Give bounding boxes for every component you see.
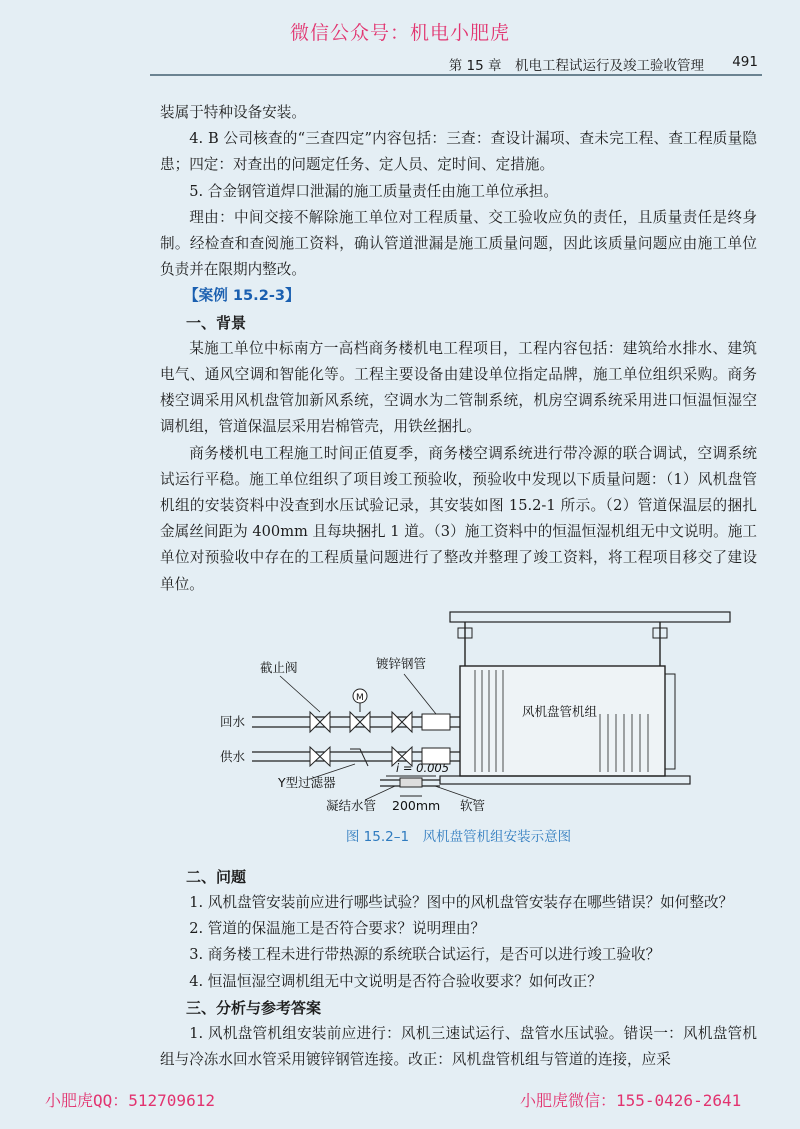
answer-item: 1. 风机盘管机组安装前应进行：风机三速试运行、盘管水压试验。错误一：风机盘管机组与冷冻水回水管采用镀锌钢管连接。改正：风机盘管机组与管道的连接，应采	[160, 1025, 757, 1069]
paragraph: 装属于特种设备安装。	[160, 104, 306, 121]
label-galvanized-pipe: 镀锌钢管	[376, 655, 427, 671]
label-supply-water: 供水	[220, 748, 246, 764]
label-length: 200mm	[392, 797, 441, 813]
fan-coil-diagram	[160, 604, 757, 824]
question-item: 3. 商务楼工程未进行带热源的系统联合试运行，是否可以进行竣工验收？	[189, 946, 661, 964]
watermark-wechat: 小肥虎微信：155-0426-2641	[520, 1091, 742, 1110]
watermark-top: 微信公众号：机电小肥虎	[289, 22, 510, 44]
question-item: 1. 风机盘管安装前应进行哪些试验？图中的风机盘管安装存在哪些错误？如何整改？	[189, 894, 734, 912]
paragraph: 某施工单位中标南方一高档商务楼机电工程项目，工程内容包括：建筑给水排水、建筑电气、通风空调和智能化等。工程主要设备由建设单位指定品牌，施工单位组织采购。商务楼空调采用风机盘管加新风系统，空调水为二管制系统，机房空调系统采用进口恒温恒湿空调机组，管道保温层采用岩棉管壳，用铁丝捆扎。	[160, 339, 757, 436]
gauge-icon: M	[356, 692, 364, 703]
page-number: 491	[732, 54, 758, 70]
question-item: 4. 恒温恒湿空调机组无中文说明是否符合验收要求？如何改正？	[189, 972, 602, 990]
label-condensate-pipe: 凝结水管	[326, 797, 377, 813]
paragraph: 理由：中间交接不解除施工单位对工程质量、交工验收应负的责任，且质量责任是终身制。经检查和查阅施工资料，确认管道泄漏是施工质量问题，因此该质量问题应由施工单位负责并在限期内整改。	[160, 208, 757, 279]
label-stop-valve: 截止阀	[260, 659, 298, 675]
case-title: 【案例 15.2-3】	[184, 287, 300, 305]
label-return-water: 回水	[220, 713, 246, 729]
watermark-qq: 小肥虎QQ：512709612	[45, 1091, 215, 1110]
paragraph: 4. B 公司核查的“三查四定”内容包括：三查：查设计漏项、查未完工程、查工程质量隐患；四定：对查出的问题定任务、定人员、定时间、定措施。	[160, 130, 757, 174]
chapter-title: 第 15 章 机电工程试运行及竣工验收管理	[448, 58, 704, 74]
section-heading-background: 一、背景	[186, 313, 247, 332]
paragraph: 商务楼机电工程施工时间正值夏季，商务楼空调系统进行带冷源的联合调试，空调系统试运行平稳。施工单位组织了项目竣工预验收，预验收中发现以下质量问题：（1）风机盘管机组的安装资料中没查到水压试验记录，其安装如图 15.2-1 所示。（2）管道保温层的捆扎金属丝间距为 400mm 且每块捆扎 1 道。（3）施工资料中的恒温恒湿机组无中文说明。施工单位对预验收中存在的工程质量问题进行了整改并整理了竣工资料，将工程项目移交了建设单位。	[160, 444, 757, 593]
section-heading-answers: 三、分析与参考答案	[186, 998, 322, 1017]
figure-caption: 图 15.2–1 风机盘管机组安装示意图	[345, 828, 572, 845]
paragraph: 5. 合金钢管道焊口泄漏的施工质量责任由施工单位承担。	[189, 182, 559, 200]
question-item: 2. 管道的保温施工是否符合要求？说明理由？	[189, 920, 486, 938]
label-y-filter: Y型过滤器	[278, 774, 336, 790]
section-heading-questions: 二、问题	[186, 867, 247, 886]
page-body	[160, 100, 757, 1073]
label-hose: 软管	[460, 797, 486, 813]
label-slope: i = 0.005	[396, 760, 450, 775]
page-header	[150, 52, 762, 76]
figure-fan-coil-installation	[160, 604, 757, 852]
label-fan-coil-unit: 风机盘管机组	[522, 703, 598, 719]
